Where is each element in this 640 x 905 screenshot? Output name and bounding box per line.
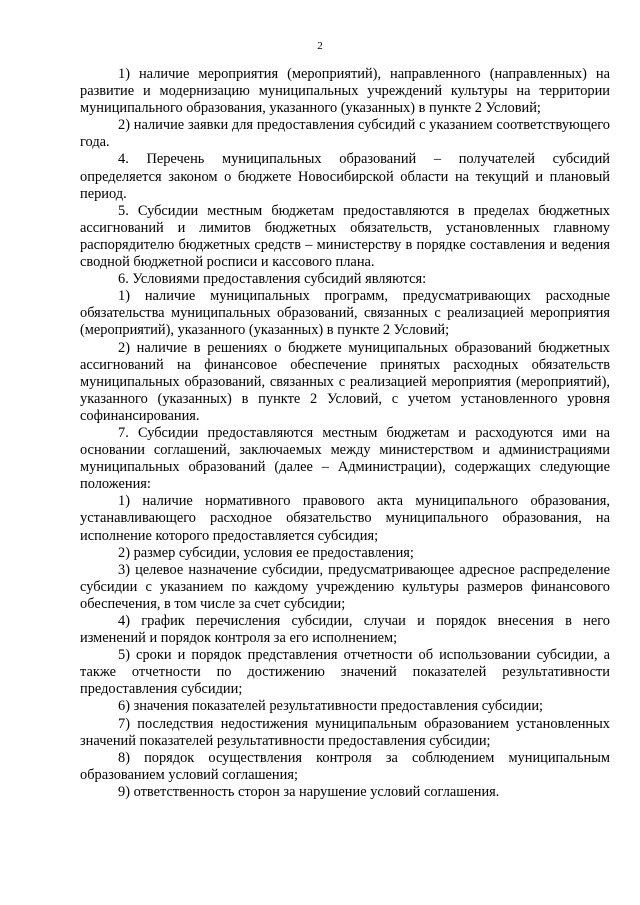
paragraph-clause-7-item-5: 5) сроки и порядок представления отчетности об использовании субсидии, а также отчетности по достижению значений показателей результативности предоставления субсидии; bbox=[80, 647, 610, 698]
paragraph-clause-6-item-1: 1) наличие муниципальных программ, предусматривающих расходные обязательства муниципальных образований, связанных с реализацией мероприятия (мероприятий), указанного (указанных) в пункте 2 Условий; bbox=[80, 288, 610, 339]
paragraph-clause-7-item-6: 6) значения показателей результативности предоставления субсидии; bbox=[118, 698, 544, 715]
page-number: 2 bbox=[317, 40, 323, 52]
paragraph-clause-4: 4. Перечень муниципальных образований – получателей субсидий определяется законом о бюджете Новосибирской области на текущий и плановый период. bbox=[80, 151, 610, 202]
paragraph-clause-6: 6. Условиями предоставления субсидий являются: bbox=[118, 271, 427, 288]
paragraph-clause-7-item-9: 9) ответственность сторон за нарушение условий соглашения. bbox=[118, 783, 500, 800]
paragraph-item-1-event: 1) наличие мероприятия (мероприятий), направленного (направленных) на развитие и модернизацию муниципальных учреждений культуры на территории муниципального образования, указанного (указанных) в пункте 2 Условий; bbox=[80, 66, 610, 117]
paragraph-clause-6-item-2: 2) наличие в решениях о бюджете муниципальных образований бюджетных ассигнований на финансовое обеспечение принятых расходных обязательств муниципальных образований, связанных с реализацией мероприятия (мероприятий), указанного (указанных) в пункте 2 Условий, с учетом установленного уровня софинансирования. bbox=[80, 339, 610, 424]
paragraph-clause-5: 5. Субсидии местным бюджетам предоставляются в пределах бюджетных ассигнований и лимитов бюджетных обязательств, установленных главному распорядителю бюджетных средств – министерству в порядке составления и ведения сводной бюджетной росписи и кассового плана. bbox=[80, 202, 610, 271]
paragraph-clause-7-item-2: 2) размер субсидии, условия ее предоставления; bbox=[118, 544, 414, 561]
document-body bbox=[80, 66, 610, 801]
paragraph-item-2-application: 2) наличие заявки для предоставления субсидий с указанием соответствующего года. bbox=[80, 117, 610, 151]
paragraph-clause-7-item-1: 1) наличие нормативного правового акта муниципального образования, устанавливающего расходное обязательство муниципального образования, на исполнение которого предоставляется субсидия; bbox=[80, 493, 610, 544]
paragraph-clause-7-item-7: 7) последствия недостижения муниципальным образованием установленных значений показателей результативности предоставления субсидии; bbox=[80, 715, 610, 749]
paragraph-clause-7: 7. Субсидии предоставляются местным бюджетам и расходуются ими на основании соглашений, заключаемых между министерством и администрациями муниципальных образований (далее – Администрации), содержащих следующие положения: bbox=[80, 424, 610, 493]
paragraph-clause-7-item-8: 8) порядок осуществления контроля за соблюдением муниципальным образованием условий соглашения; bbox=[80, 749, 610, 783]
paragraph-clause-7-item-4: 4) график перечисления субсидии, случаи и порядок внесения в него изменений и порядок контроля за его исполнением; bbox=[80, 613, 610, 647]
paragraph-clause-7-item-3: 3) целевое назначение субсидии, предусматривающее адресное распределение субсидии с указанием по каждому учреждению культуры размеров финансового обеспечения, в том числе за счет субсидии; bbox=[80, 561, 610, 612]
